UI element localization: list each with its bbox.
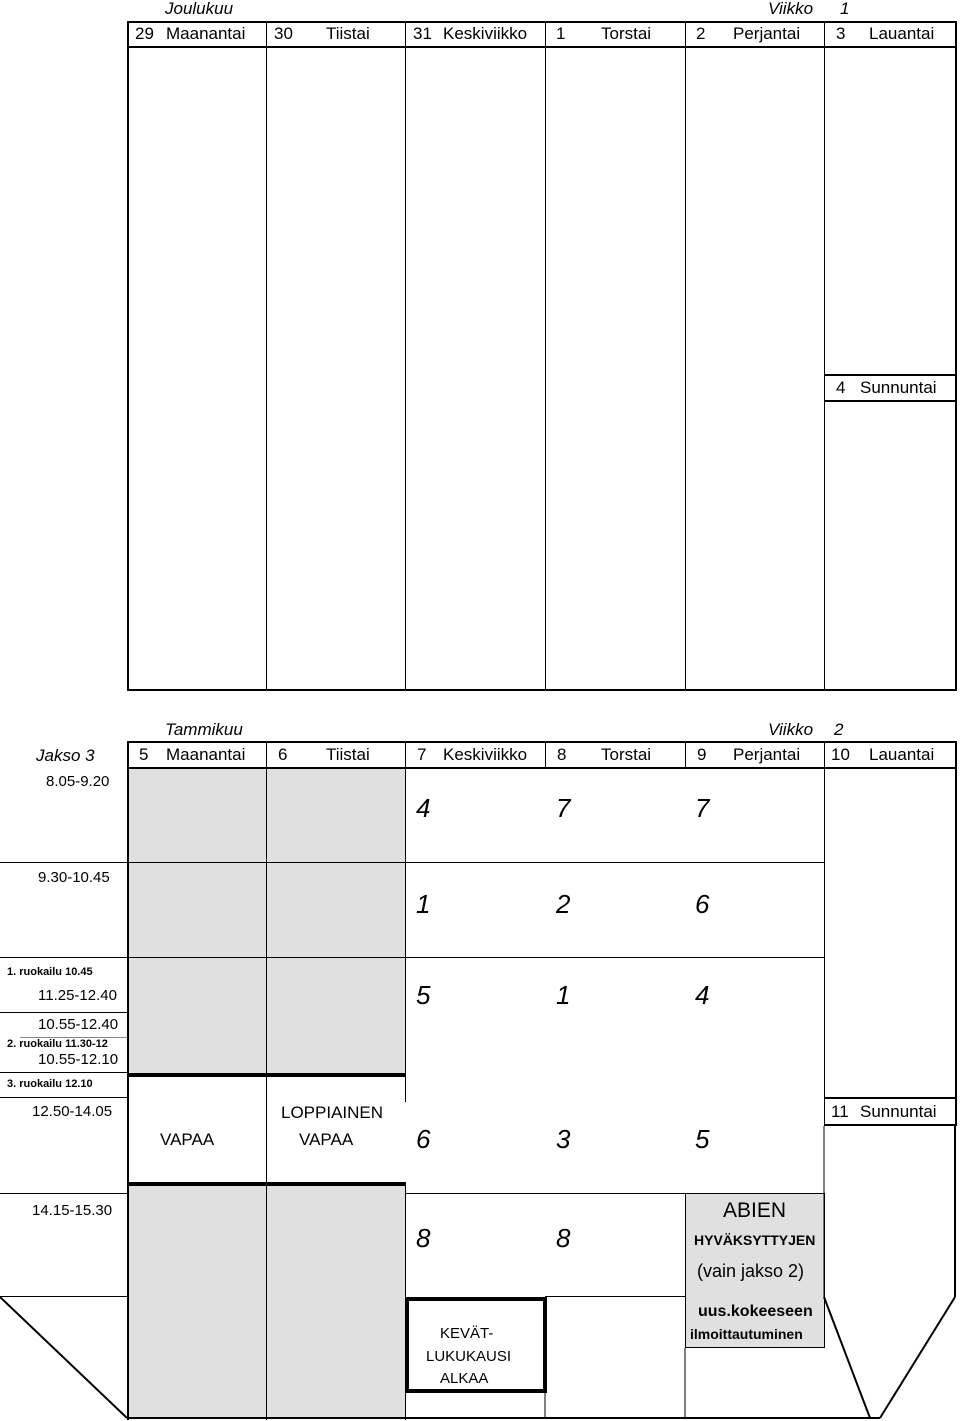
time-slot-1: 8.05-9.20 — [46, 773, 110, 790]
week1-sunday-num: 4 — [836, 378, 846, 397]
week1-day-name: Perjantai — [733, 24, 801, 43]
block-number: 1 — [416, 889, 431, 919]
week2-day-num: 9 — [697, 745, 707, 764]
block-number: 7 — [695, 793, 710, 823]
week1-week-label: Viikko — [768, 0, 814, 18]
week1-month: Joulukuu — [165, 0, 234, 18]
lunch-1: 1. ruokailu 10.45 — [7, 966, 93, 978]
week1-day-name: Maanantai — [166, 24, 246, 43]
block-number: 6 — [416, 1124, 431, 1154]
abien-note: (vain jakso 2) — [697, 1261, 805, 1281]
week2-day-name: Keskiviikko — [443, 745, 528, 764]
monday-note: VAPAA — [160, 1130, 215, 1149]
reexam-line-2: ilmoittautuminen — [690, 1326, 803, 1342]
week2-day-num: 10 — [831, 745, 850, 764]
week2-day-name: Torstai — [601, 745, 652, 764]
week1-day-num: 2 — [696, 24, 706, 43]
week2-day-num: 8 — [557, 745, 567, 764]
week2-week-label: Viikko — [768, 720, 814, 739]
week1-day-name: Torstai — [601, 24, 652, 43]
week2-month: Tammikuu — [165, 720, 243, 739]
block-number: 4 — [695, 980, 710, 1010]
week1-day-num: 3 — [836, 24, 846, 43]
week1-day-name: Lauantai — [869, 24, 935, 43]
tuesday-note-2: VAPAA — [299, 1130, 354, 1149]
time-slot-3a: 11.25-12.40 — [38, 987, 117, 1004]
week2-day-name: Maanantai — [166, 745, 246, 764]
week1-day-num: 1 — [556, 24, 566, 43]
lunch-3: 3. ruokailu 12.10 — [7, 1078, 93, 1090]
time-slot-4: 12.50-14.05 — [32, 1103, 113, 1120]
tuesday-note-1: LOPPIAINEN — [281, 1103, 384, 1122]
block-number: 7 — [556, 793, 571, 823]
block-number: 2 — [556, 889, 571, 919]
time-slot-3c: 10.55-12.10 — [38, 1051, 119, 1068]
week2-day-name: Tiistai — [326, 745, 370, 764]
block-number: 5 — [695, 1124, 710, 1154]
week1-day-name: Keskiviikko — [443, 24, 528, 43]
week2-day-name: Lauantai — [869, 745, 935, 764]
abien-subtitle: HYVÄKSYTTYJEN — [694, 1232, 816, 1248]
block-number: 1 — [556, 980, 571, 1010]
reexam-line-1: uus.kokeeseen — [698, 1303, 813, 1320]
lunch-2: 2. ruokailu 11.30-12 — [7, 1038, 108, 1050]
week2-day-num: 6 — [278, 745, 288, 764]
week2-day-num: 7 — [417, 745, 427, 764]
block-number: 6 — [695, 889, 710, 919]
block-number: 5 — [416, 980, 431, 1010]
week1-day-num: 31 — [413, 24, 432, 43]
week1-day-name: Tiistai — [326, 24, 370, 43]
week1-day-num: 30 — [274, 24, 293, 43]
block-number: 8 — [416, 1223, 431, 1253]
spring-start-line-1: KEVÄT- — [440, 1325, 494, 1342]
week2-sunday-num: 11 — [831, 1102, 849, 1121]
week1-day-num: 29 — [135, 24, 154, 43]
block-number: 3 — [556, 1124, 571, 1154]
week2-sunday-name: Sunnuntai — [860, 1102, 937, 1121]
week2-period: Jakso 3 — [36, 746, 95, 765]
week1-week-number: 1 — [840, 0, 850, 18]
week2-day-name: Perjantai — [733, 745, 801, 764]
time-slot-5: 14.15-15.30 — [32, 1202, 113, 1219]
spring-start-line-2: LUKUKAUSI — [426, 1348, 512, 1365]
week2-day-num: 5 — [139, 745, 149, 764]
abien-title: ABIEN — [723, 1199, 787, 1222]
block-number: 8 — [556, 1223, 571, 1253]
time-slot-2: 9.30-10.45 — [38, 869, 110, 886]
block-number: 4 — [416, 793, 431, 823]
time-slot-3b: 10.55-12.40 — [38, 1016, 119, 1033]
week1-sunday-name: Sunnuntai — [860, 378, 937, 397]
spring-start-line-3: ALKAA — [440, 1370, 489, 1387]
week2-week-number: 2 — [834, 720, 844, 739]
